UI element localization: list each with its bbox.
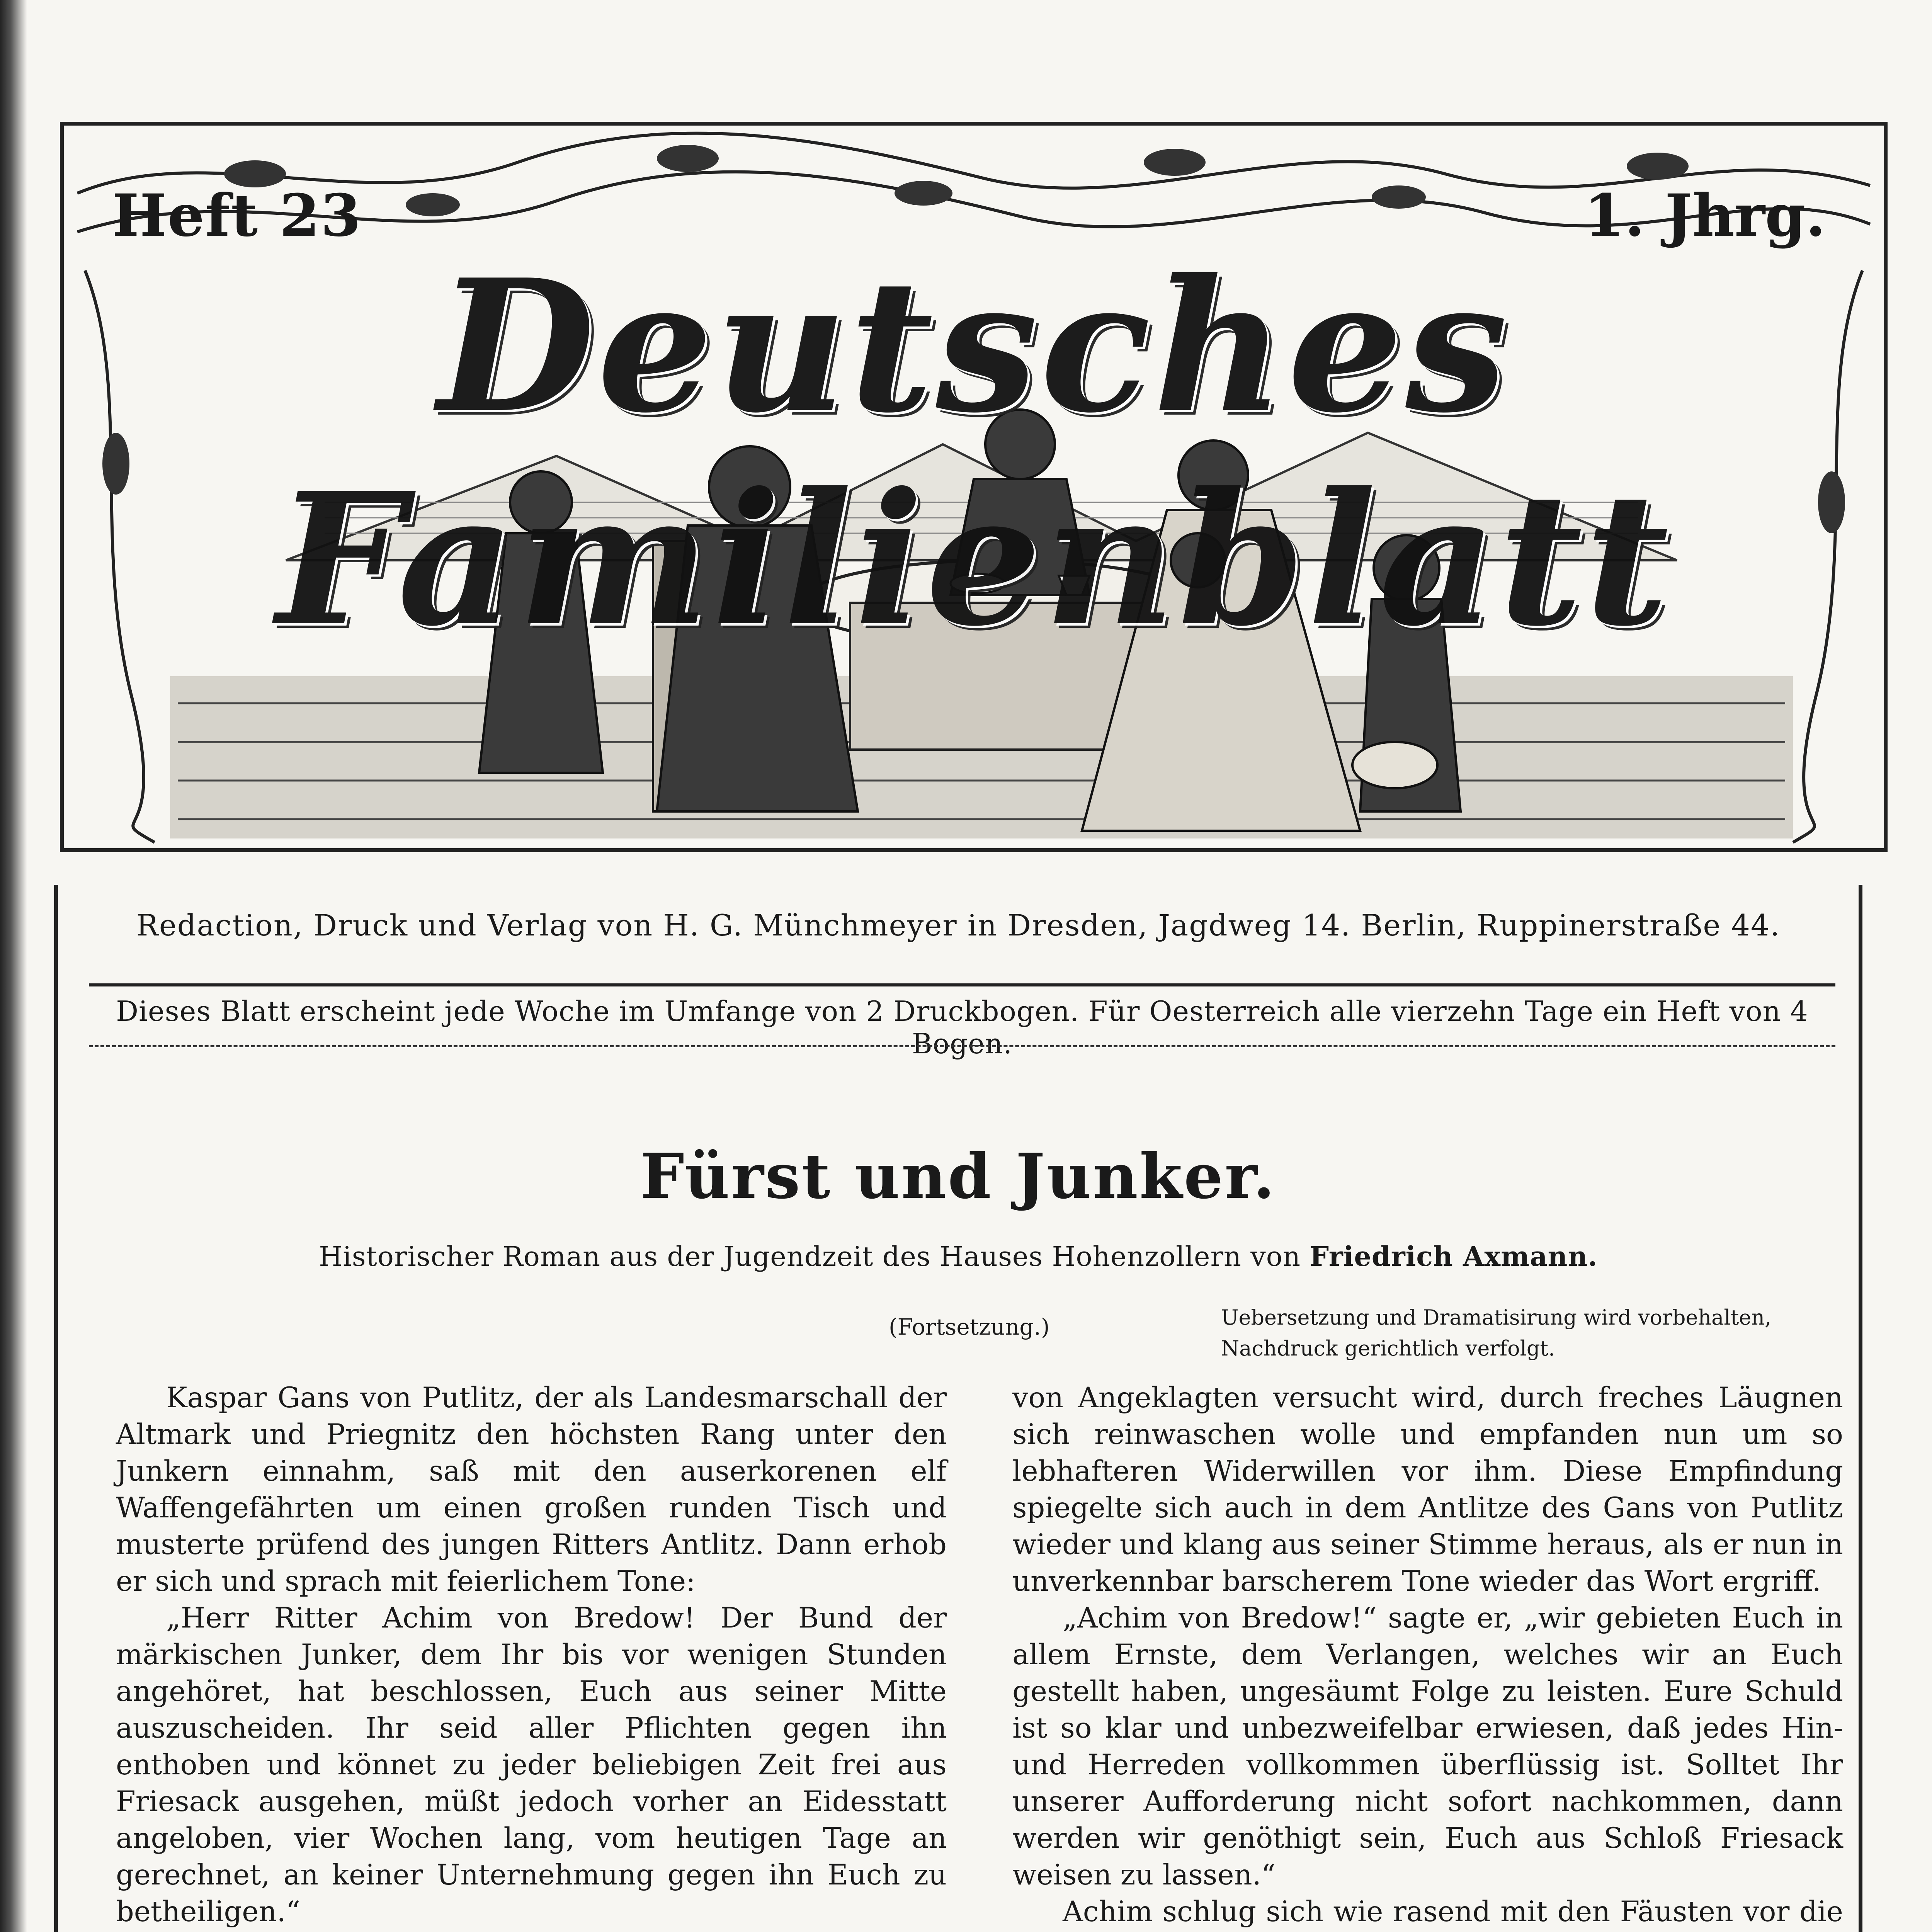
paragraph: Kaspar Gans von Putlitz, der als Landesmarschall der Altmark und Priegnitz den höchsten Rang unter den Junkern einnahm, saß mit den auserkorenen elf Waffengefährten um einen großen runden Tisch und musterte prüfend des jungen Ritters Antlitz. Dann erhob er sich und sprach mit feierlichem Tone: [116,1381,947,1598]
continuation-note: (Fortsetzung.) [889,1314,1050,1340]
article-subtitle [77,1240,1839,1272]
volume-year: 1. Jhrg. [1584,182,1826,250]
masthead-title: Deutsches Familienblatt [276,240,1672,666]
rights-notice [1221,1302,1771,1364]
rule-top [89,983,1835,986]
rule-bottom [89,1045,1835,1047]
page-scan-edge [0,0,27,1932]
rights-line-2: Nachdruck gerichtlich verfolgt. [1221,1336,1555,1361]
subtitle-text: Historischer Roman aus der Jugendzeit des Hauses Hohenzollern von [319,1241,1301,1272]
right-column [1012,1379,1843,1932]
author-name: Friedrich Axmann. [1310,1240,1598,1272]
paragraph [116,1930,947,1932]
paragraph: „Herr Ritter Achim von Bredow! Der Bund der märkischen Junker, dem Ihr bis vor wenigen Stunden angehöret, hat beschlossen, Euch aus seiner Mitte auszuscheiden. Ihr seid aller Pflichten gegen ihn enthoben und könnet zu jeder beliebigen Zeit frei aus Friesack ausgehen, müßt jedoch vorher an Eidesstatt angeloben, vier Wochen lang, vom heutigen Tage an gerechnet, an keiner Unternehmung gegen ihn Euch zu betheiligen.“ [116,1602,947,1928]
rights-line-1: Uebersetzung und Dramatisirung wird vorbehalten, [1221,1305,1772,1330]
paragraph: von Angeklagten versucht wird, durch freches Läugnen sich reinwaschen wolle und empfanden nun um so lebhafteren Widerwillen vor ihm. Diese Empfindung spiegelte sich auch in dem Antlitze des Gans von Putlitz wieder und klang aus seiner Stimme heraus, als er nun in unverkennbar barscherem Tone wieder das Wort ergriff. [1012,1381,1843,1598]
publisher-line: Redaction, Druck und Verlag von H. G. Münchmeyer in Dresden, Jagdweg 14. Berlin, Ruppinerstraße 44. [136,908,1781,942]
paragraph: „Achim von Bredow!“ sagte er, „wir gebieten Euch in allem Ernste, dem Verlangen, welches wir an Euch gestellt haben, ungesäumt Folge zu leisten. Eure Schuld ist so klar und unbezweifelbar erwiesen, daß jedes Hin- und Herreden vollkommen überflüssig ist. Solltet Ihr unserer Aufforderung nicht sofort nachkommen, dann werden wir genöthigt sein, Euch aus Schloß Friesack weisen zu lassen.“ [1012,1602,1843,1891]
article-title: Fürst und Junker. [640,1140,1276,1213]
left-column [116,1379,947,1932]
paragraph: Achim schlug sich wie rasend mit den Fäusten vor die [1063,1895,1843,1928]
issue-number: Heft 23 [112,182,362,250]
publication-notice: Dieses Blatt erscheint jede Woche im Umfange von 2 Druckbogen. Für Oesterreich alle vierzehn Tage ein Heft von 4 Bogen. [116,995,1808,1060]
